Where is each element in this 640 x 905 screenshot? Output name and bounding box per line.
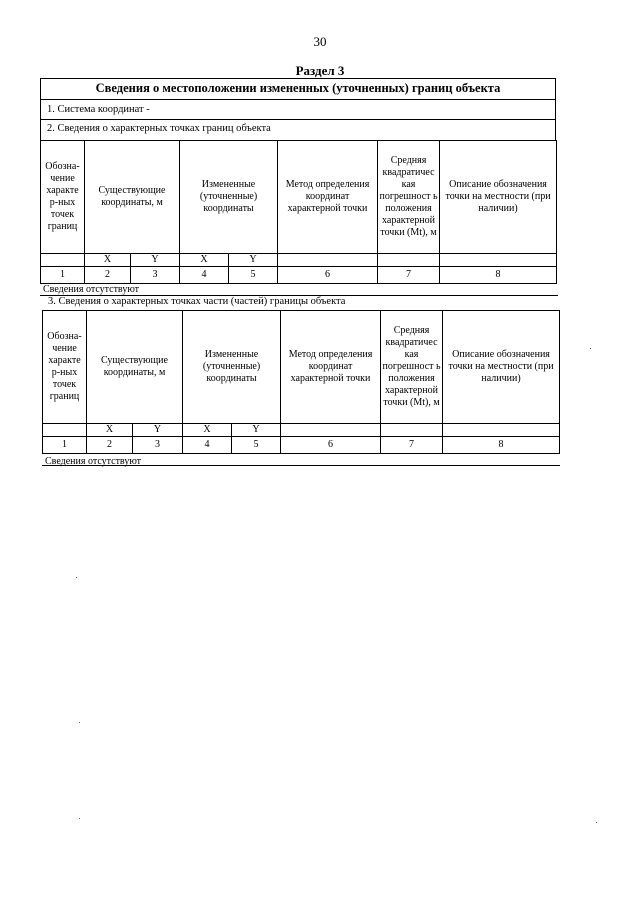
- axis-x: X: [87, 424, 133, 437]
- scan-speck: [79, 722, 80, 723]
- scan-speck: [590, 348, 591, 349]
- header-block: [40, 78, 556, 141]
- col-number: 8: [443, 437, 560, 454]
- part3-title-text: 3. Сведения о характерных точках части (частей) границы объекта: [48, 296, 346, 307]
- axis-y: Y: [133, 424, 183, 437]
- col-number: 4: [180, 267, 229, 284]
- axis-x: X: [180, 254, 229, 267]
- table-header-row: [41, 141, 557, 254]
- no-data-note-1: Сведения отсутствуют: [43, 284, 140, 295]
- axis-row: [43, 424, 560, 437]
- axis-y: Y: [131, 254, 180, 267]
- col-number: 1: [41, 267, 85, 284]
- no-data-note-2: Сведения отсутствуют: [45, 456, 142, 467]
- col-point-header: Обозна-чение характе р-ных точек границ: [41, 141, 85, 254]
- col-number: 1: [43, 437, 87, 454]
- column-number-row: [41, 267, 557, 284]
- col-number: 8: [440, 267, 557, 284]
- col-number: 5: [232, 437, 281, 454]
- axis-x: X: [85, 254, 131, 267]
- part2-title-row: [41, 120, 555, 140]
- column-number-row: [43, 437, 560, 454]
- points-table-1: [40, 140, 557, 284]
- col-existing-header: Существующие координаты, м: [87, 311, 183, 424]
- bottom-rule: [42, 465, 560, 466]
- col-description-header: Описание обозначения точки на местности (при наличии): [440, 141, 557, 254]
- col-method-header: Метод определения координат характерной точки: [281, 311, 381, 424]
- axis-y: Y: [229, 254, 278, 267]
- page-number: 30: [313, 34, 327, 49]
- part3-title-row: [40, 295, 558, 311]
- scan-speck: [79, 818, 80, 819]
- coord-system-row: [41, 100, 555, 120]
- col-number: 2: [85, 267, 131, 284]
- scan-speck: [76, 577, 77, 578]
- points-table-2: [42, 310, 560, 454]
- section-title: Раздел 3: [295, 63, 345, 78]
- col-number: 3: [133, 437, 183, 454]
- col-point-header: Обозна-чение характе р-ных точек границ: [43, 311, 87, 424]
- col-number: 5: [229, 267, 278, 284]
- col-changed-header: Измененные (уточненные) координаты: [180, 141, 278, 254]
- col-accuracy-header: Средняя квадратичес кая погрешност ь положения характерной точки (Mt), м: [378, 141, 440, 254]
- part2-title-text: 2. Сведения о характерных точках границ объекта: [47, 123, 271, 134]
- main-header: [41, 79, 555, 100]
- table-header-row: [43, 311, 560, 424]
- col-number: 4: [183, 437, 232, 454]
- col-number: 2: [87, 437, 133, 454]
- main-header-text: Сведения о местоположении измененных (уточненных) границ объекта: [95, 81, 501, 95]
- col-number: 7: [378, 267, 440, 284]
- axis-row: [41, 254, 557, 267]
- col-number: 6: [278, 267, 378, 284]
- col-description-header: Описание обозначения точки на местности (при наличии): [443, 311, 560, 424]
- col-number: 7: [381, 437, 443, 454]
- col-accuracy-header: Средняя квадратичес кая погрешност ь положения характерной точки (Mt), м: [381, 311, 443, 424]
- col-method-header: Метод определения координат характерной точки: [278, 141, 378, 254]
- col-number: 3: [131, 267, 180, 284]
- axis-y: Y: [232, 424, 281, 437]
- col-changed-header: Измененные (уточненные) координаты: [183, 311, 281, 424]
- col-number: 6: [281, 437, 381, 454]
- col-existing-header: Существующие координаты, м: [85, 141, 180, 254]
- scan-speck: [596, 822, 597, 823]
- axis-x: X: [183, 424, 232, 437]
- coord-system-text: 1. Система координат -: [47, 104, 150, 115]
